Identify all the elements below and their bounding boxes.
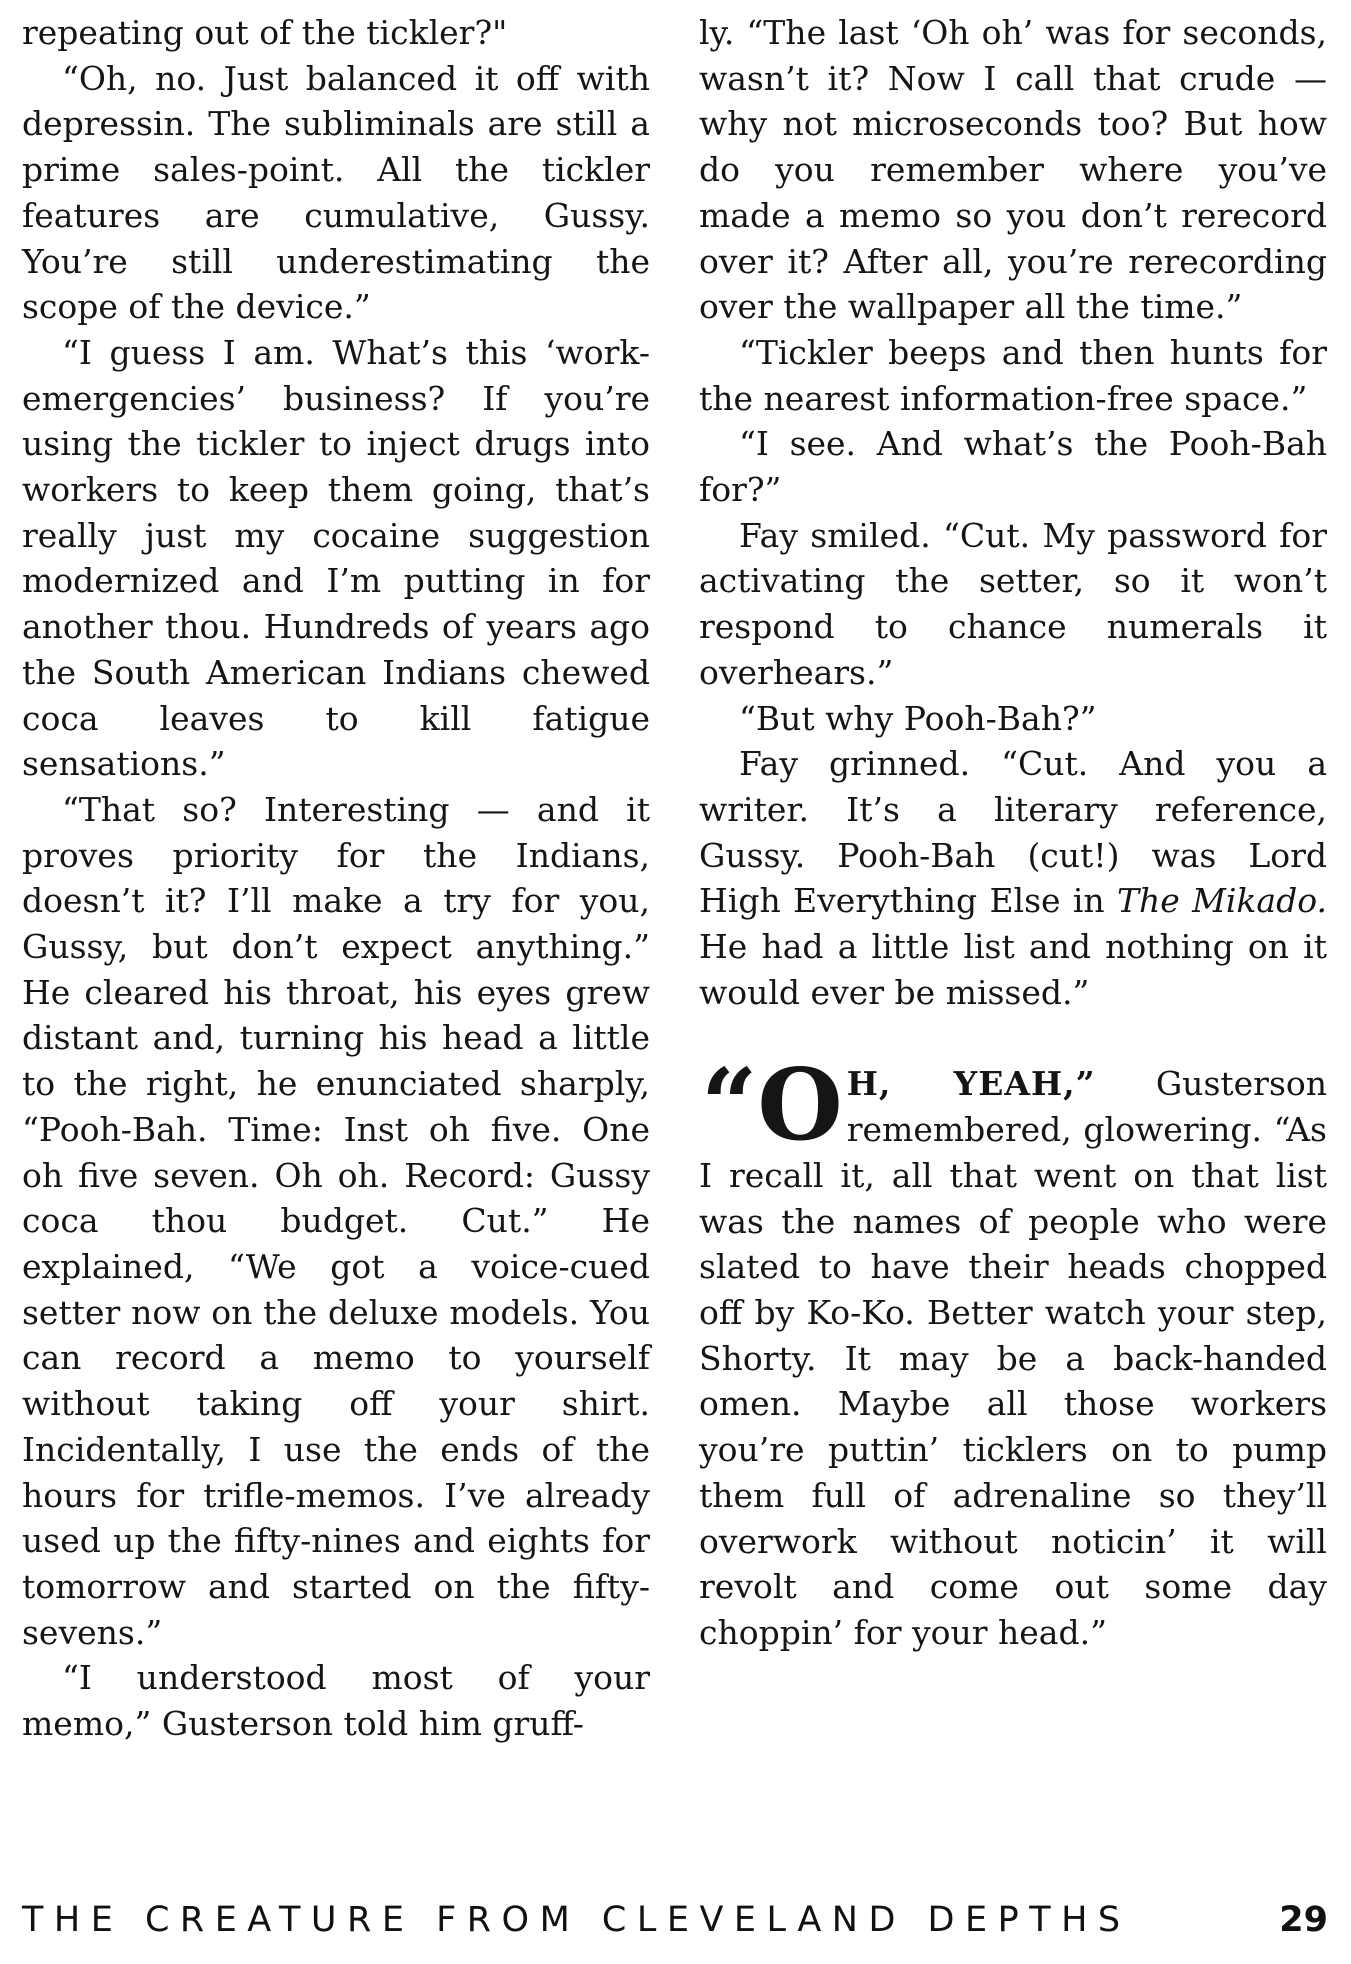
- small-caps-lead-in: H, YEAH,”: [846, 1064, 1096, 1104]
- paragraph: ly. “The last ‘Oh oh’ was for seconds, wasn’t it? Now I call that crude — why not microseconds too? But how do you remember where you’ve made a memo so you don’t rerecord over it? After all, you’re rerecording over the wallpaper all the time.”: [699, 13, 1327, 327]
- paragraph: “Tickler beeps and then hunts for the nearest information-free space.”: [699, 332, 1327, 418]
- page-number: 29: [1279, 1900, 1328, 1940]
- paragraph: “That so? Interesting — and it proves priority for the Indians, doesn’t it? I’ll make a try for you, Gussy, but don’t expect anything.” He cleared his throat, his eyes grew distant and, turning his head a little to the right, he enunciated sharply, “Pooh-Bah. Time: Inst oh five. One oh five seven. Oh oh. Record: Gussy coca thou budget. Cut.” He explained, “We got a voice-cued setter now on the deluxe models. You can record a memo to yourself without taking off your shirt. Incidentally, I use the ends of the hours for trifle-memos. I’ve already used up the fifty-nines and eights for tomorrow and started on the fifty-sevens.”: [22, 789, 650, 1652]
- paragraph-text: Fay grinned. “Cut. And you a writer. It’s a literary reference, Gussy. Pooh-Bah (cut!) was Lord High Everything Else in: [699, 744, 1327, 921]
- section-opening-paragraph: [699, 1048, 1327, 1655]
- paragraph: “I guess I am. What’s this ‘work-emergencies’ business? If you’re using the tickler to inject drugs into workers to keep them going, that’s really just my cocaine suggestion modernized and I’m putting in for another thou. Hundreds of years ago the South American Indians chewed coca leaves to kill fatigue sensations.”: [22, 332, 650, 784]
- drop-cap-quote: “: [701, 1048, 758, 1164]
- paragraph-text: Gusterson remembered, glowering. “As I recall it, all that went on that list was the names of people who were slated to have their heads chopped off by Ko-Ko. Better watch your step, Shorty. It may be a back-handed omen. Maybe all those workers you’re puttin’ ticklers on to pump them full of adrenaline so they’ll overwork without noticin’ it will revolt and come out some day choppin’ for your head.”: [699, 1064, 1327, 1652]
- paragraph: “I see. And what’s the Pooh-Bah for?”: [699, 424, 1327, 510]
- paragraph-text: He had a little list and nothing on it would ever be missed.”: [699, 927, 1327, 1012]
- running-footer: [22, 1898, 1328, 1942]
- paragraph: “I understood most of your memo,” Gusterson told him gruff-: [22, 1658, 650, 1744]
- paragraph: Fay smiled. “Cut. My password for activating the setter, so it won’t respond to chance numerals it overhears.”: [699, 515, 1327, 692]
- paragraph: [699, 741, 1327, 1015]
- paragraph: repeating out of the tickler?": [22, 13, 508, 52]
- drop-cap: [701, 1048, 843, 1164]
- paragraph: “But why Pooh-Bah?”: [739, 698, 1097, 738]
- left-text-column: [22, 10, 650, 1747]
- paragraph: “Oh, no. Just balanced it off with depressin. The subliminals are still a prime sales-point. All the tickler features are cumulative, Gussy. You’re still underestimating the scope of the device.”: [22, 58, 650, 327]
- book-title: The Mikado.: [1116, 881, 1327, 921]
- right-text-column: [699, 10, 1327, 1656]
- drop-cap-letter: O: [757, 1048, 843, 1164]
- footer-title: THE CREATURE FROM CLEVELAND DEPTHS: [22, 1900, 1131, 1940]
